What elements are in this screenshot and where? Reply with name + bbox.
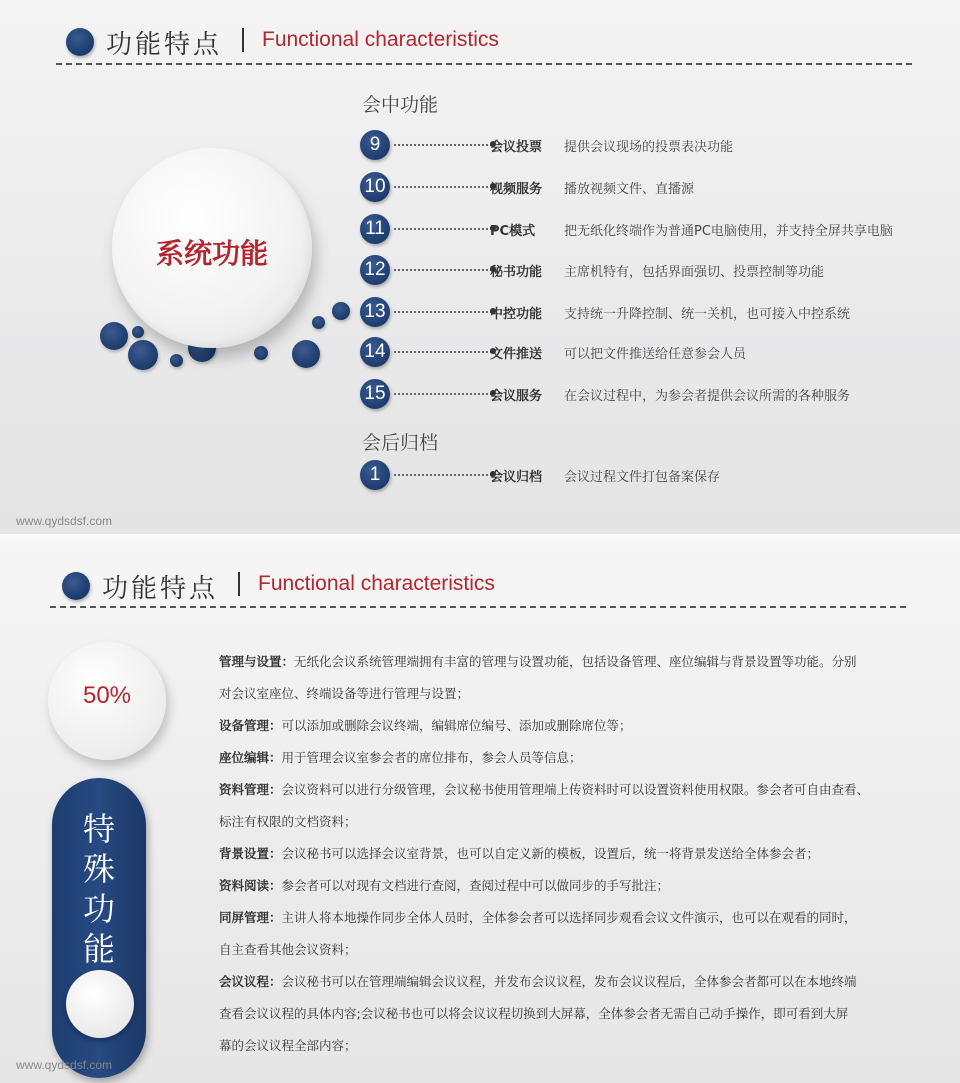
feature-line: 同屏管理：主讲人将本地操作同步全体人员时，全体参会者可以选择同步观看会议文件演示，也可以在观看的同时， [219,910,857,925]
feature-row [360,337,920,369]
pill-ball-decoration [66,970,134,1038]
feature-label: PC模式 [490,224,536,239]
feature-row [360,460,920,492]
feature-row [360,379,920,411]
percent-value: 50% [82,682,132,709]
feature-description: 提供会议现场的投票表决功能 [564,140,734,155]
header-divider [238,572,240,596]
header-title-cn: 功能特点 [102,574,219,604]
feature-line: 会议议程：会议秘书可以在管理端编辑会议议程，并发布会议议程，发布会议议程后，全体参会者都可以在本地终端 [219,974,857,989]
feature-line: 标注有权限的文档资料； [219,814,357,829]
section-during-meeting: 会中功能 [362,94,439,116]
feature-label: 中控功能 [490,307,543,322]
decor-bubble [100,322,128,350]
feature-number-badge: 15 [360,379,390,409]
feature-description: 把无纸化终端作为普通PC电脑使用，并支持全屏共享电脑 [564,224,893,239]
feature-label: 会议投票 [490,140,543,155]
header-dot-icon [62,572,90,600]
feature-row [360,297,920,329]
feature-number-badge: 13 [360,297,390,327]
feature-row [360,214,920,246]
feature-description: 会议过程文件打包备案保存 [564,470,721,485]
header-dashed-divider [50,606,906,608]
header-dot-icon [66,28,94,56]
watermark: www.qydsdsf.com [16,514,113,528]
header-title-en: Functional characteristics [262,28,499,51]
section-after-meeting: 会后归档 [362,432,439,454]
system-function-circle [112,148,312,348]
feature-label: 会议服务 [490,389,543,404]
percent-bubble [48,642,166,760]
decor-bubble [128,340,158,370]
feature-description: 在会议过程中，为参会者提供会议所需的各种服务 [564,389,851,404]
watermark: www.qydsdsf.com [16,1058,113,1072]
feature-line: 资料管理：会议资料可以进行分级管理，会议秘书使用管理端上传资料时可以设置资料使用权限。参会者可自由查看、 [219,782,870,797]
connector-dotted-line [394,228,492,230]
pill-char: 殊 [82,850,115,888]
decor-bubble [254,346,268,360]
connector-dotted-line [394,311,492,313]
system-function-label: 系统功能 [155,237,268,270]
feature-number-badge: 1 [360,460,390,490]
header-divider [242,28,244,52]
pill-char: 特 [82,810,115,848]
decor-bubble [132,326,144,338]
feature-row [360,172,920,204]
feature-label: 视频服务 [490,182,543,197]
feature-label: 文件推送 [490,347,543,362]
feature-row [360,130,920,162]
feature-description: 播放视频文件、直播源 [564,182,695,197]
feature-line: 座位编辑：用于管理会议室参会者的席位排布，参会人员等信息； [219,750,582,765]
feature-description: 主席机特有，包括界面强切、投票控制等功能 [564,265,825,280]
connector-dotted-line [394,186,492,188]
decor-bubble [332,302,350,320]
feature-label: 秘书功能 [490,265,543,280]
decor-bubble [312,316,325,329]
connector-dotted-line [394,393,492,395]
header-title-cn: 功能特点 [106,30,223,60]
feature-row [360,255,920,287]
feature-number-badge: 10 [360,172,390,202]
feature-line: 自主查看其他会议资料； [219,942,357,957]
header-dashed-divider [56,63,912,65]
panel-system-functions [0,0,960,538]
feature-line: 背景设置：会议秘书可以选择会议室背景，也可以自定义新的模板，设置后，统一将背景发送给全体参会者； [219,846,820,861]
header-title-en: Functional characteristics [258,572,495,595]
pill-char: 能 [82,930,115,968]
feature-line: 幕的会议议程全部内容； [219,1038,357,1053]
feature-description: 可以把文件推送给任意参会人员 [564,347,747,362]
connector-dotted-line [394,269,492,271]
feature-number-badge: 12 [360,255,390,285]
panel-special-functions [0,538,960,1083]
connector-dotted-line [394,474,492,476]
feature-line: 资料阅读：参会者可以对现有文档进行查阅，查阅过程中可以做同步的手写批注； [219,878,670,893]
feature-label: 会议归档 [490,470,543,485]
decor-bubble [170,354,183,367]
feature-line: 设备管理：可以添加或删除会议终端，编辑席位编号、添加或删除席位等； [219,718,632,733]
feature-number-badge: 11 [360,214,390,244]
feature-number-badge: 9 [360,130,390,160]
connector-dotted-line [394,351,492,353]
connector-dotted-line [394,144,492,146]
feature-number-badge: 14 [360,337,390,367]
decor-bubble [292,340,320,368]
feature-line: 对会议室座位、终端设备等进行管理与设置； [219,686,470,701]
feature-description: 支持统一升降控制、统一关机，也可接入中控系统 [564,307,851,322]
feature-line: 查看会议议程的具体内容;会议秘书也可以将会议议程切换到大屏幕，全体参会者无需自己动手操作，即可看到大屏 [219,1006,849,1021]
pill-char: 功 [82,890,115,928]
feature-line: 管理与设置：无纸化会议系统管理端拥有丰富的管理与设置功能，包括设备管理、座位编辑与背景设置等功能。分别 [219,654,857,669]
